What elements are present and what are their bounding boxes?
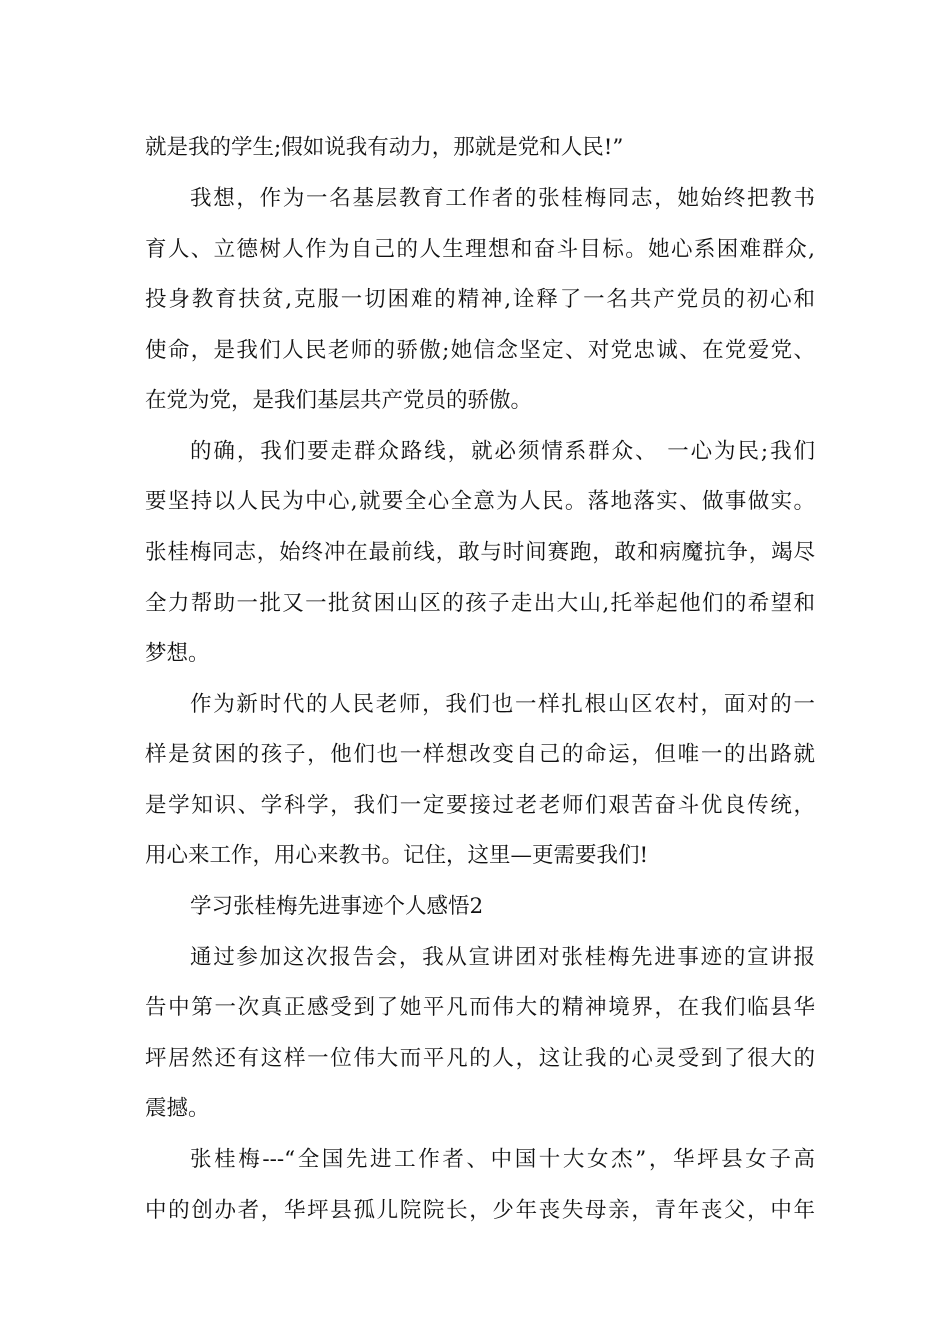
paragraph-line: 张桂梅---“全国先进工作者、中国十大女杰”，华坪县女子高 xyxy=(190,1147,815,1172)
paragraph-line: 中的创办者，华坪县孤儿院院长，少年丧失母亲，青年丧父，中年 xyxy=(145,1198,815,1223)
paragraph-line: 的确，我们要走群众路线，就必须情系群众、 一心为民;我们 xyxy=(190,439,815,464)
section-heading: 学习张桂梅先进事迹个人感悟2 xyxy=(190,894,484,919)
paragraph-line: 告中第一次真正感受到了她平凡而伟大的精神境界，在我们临县华 xyxy=(145,995,815,1020)
paragraph-line: 要坚持以人民为中心,就要全心全意为人民。落地落实、做事做实。 xyxy=(145,489,815,514)
paragraph-line: 是学知识、学科学，我们一定要接过老老师们艰苦奋斗优良传统， xyxy=(145,793,815,818)
paragraph-line: 就是我的学生;假如说我有动力，那就是党和人民!” xyxy=(145,135,624,160)
paragraph-line: 全力帮助一批又一批贫困山区的孩子走出大山,托举起他们的希望和 xyxy=(145,591,815,616)
paragraph-line: 育人、立德树人作为自己的人生理想和奋斗目标。她心系困难群众, xyxy=(145,237,815,262)
paragraph-line: 震撼。 xyxy=(145,1096,210,1121)
paragraph-line: 在党为党，是我们基层共产党员的骄傲。 xyxy=(145,388,533,413)
paragraph-line: 坪居然还有这样一位伟大而平凡的人，这让我的心灵受到了很大的 xyxy=(145,1046,815,1071)
paragraph-line: 张桂梅同志，始终冲在最前线，敢与时间赛跑，敢和病魔抗争，竭尽 xyxy=(145,540,815,565)
paragraph-line: 样是贫困的孩子，他们也一样想改变自己的命运，但唯一的出路就 xyxy=(145,742,815,767)
paragraph-line: 我想，作为一名基层教育工作者的张桂梅同志，她始终把教书 xyxy=(190,186,815,211)
paragraph-line: 投身教育扶贫,克服一切困难的精神,诠释了一名共产党员的初心和 xyxy=(145,287,815,312)
paragraph-line: 梦想。 xyxy=(145,641,210,666)
paragraph-line: 用心来工作，用心来教书。记住，这里—更需要我们! xyxy=(145,843,649,868)
paragraph-line: 通过参加这次报告会，我从宣讲团对张桂梅先进事迹的宣讲报 xyxy=(190,945,815,970)
paragraph-line: 使命，是我们人民老师的骄傲;她信念坚定、对党忠诚、在党爱党、 xyxy=(145,338,815,363)
paragraph-line: 作为新时代的人民老师，我们也一样扎根山区农村，面对的一 xyxy=(190,692,815,717)
